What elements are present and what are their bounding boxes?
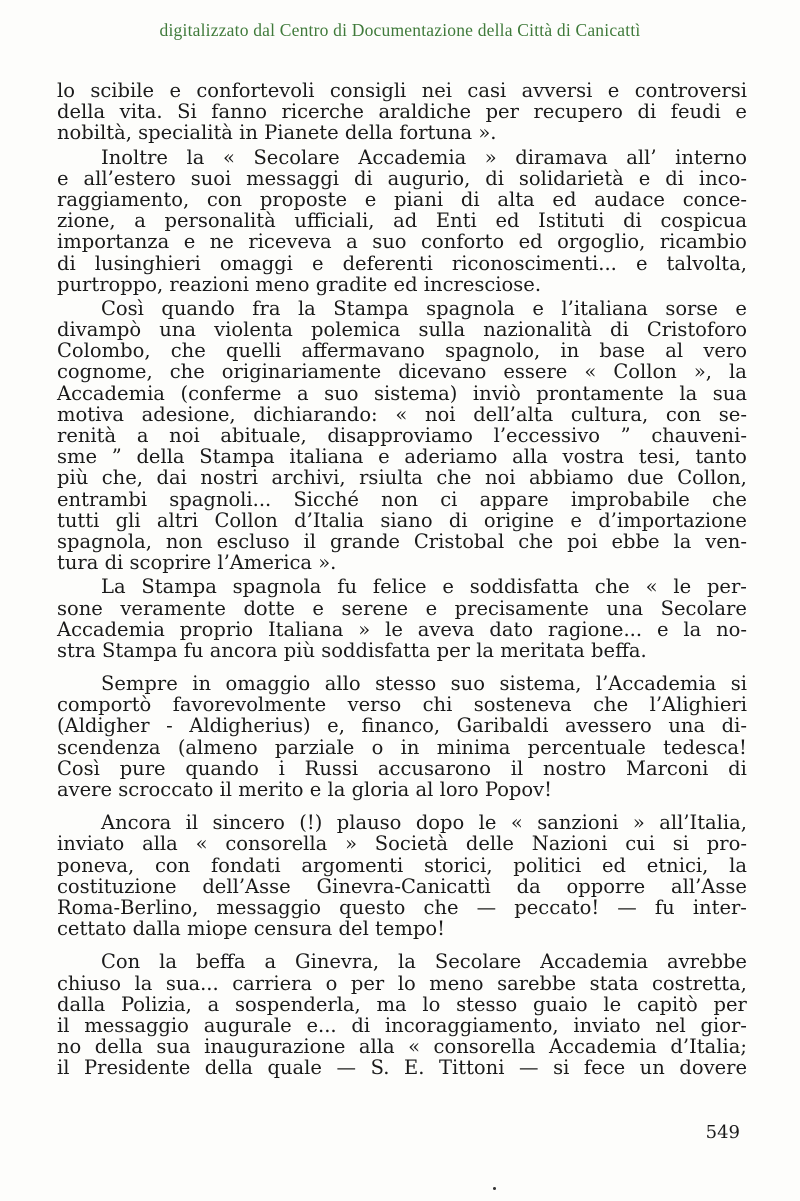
text-line: sme ” della Stampa italiana e aderiamo alla vostra tesi, tanto (57, 445, 747, 469)
text-line: della vita. Si fanno ricerche araldiche per recupero di feudi e (57, 100, 747, 124)
text-line: raggiamento, con proposte e piani di alta ed audace conce- (57, 187, 747, 211)
text-line: motiva adesione, dichiarando: « noi dell’alta cultura, con se- (57, 402, 747, 426)
text-line: tura di scoprire l’America ». (57, 551, 337, 575)
paragraph (57, 812, 747, 939)
text-line: il Presidente della quale — S. E. Tittoni — si fece un dovere (57, 1056, 747, 1080)
text-line: lo scibile e confortevoli consigli nei casi avversi e controversi (57, 79, 747, 102)
text-line: Ancora il sincero (!) plauso dopo le « sanzioni » all’Italia, (101, 811, 747, 835)
text-line: Colombo, che quelli affermavano spagnolo, in base al vero (57, 339, 747, 363)
paragraph (57, 673, 747, 800)
text-line: (Aldigher - Aldigherius) e, financo, Garibaldi avessero una di- (57, 714, 747, 738)
text-line: dalla Polizia, a sospenderla, ma lo stesso guaio le capitò per (57, 992, 747, 1016)
paragraph (57, 80, 747, 144)
text-line: Accademia proprio Italiana » le aveva dato ragione... e la no- (57, 617, 747, 641)
text-line: Roma-Berlino, messaggio questo che — peccato! — fu inter- (57, 895, 747, 919)
text-line: entrambi spagnoli... Sicché non ci appare improbabile che (57, 487, 747, 511)
text-line: scendenza (almeno parziale o in minima percentuale tedesca! (57, 735, 747, 759)
text-line: chiuso la sua... carriera o per lo meno sarebbe stata costretta, (57, 971, 747, 995)
text-line: Accademia (conferme a suo sistema) inviò prontamente la sua (57, 381, 747, 405)
paragraph (57, 576, 747, 661)
page-body (57, 80, 747, 1081)
text-line: La Stampa spagnola fu felice e soddisfatta che « le per- (101, 575, 747, 599)
text-line: più che, dai nostri archivi, rsiulta che noi abbiamo due Collon, (57, 466, 747, 490)
text-line: poneva, con fondati argomenti storici, politici ed etnici, la (57, 853, 747, 877)
text-line: Con la beffa a Ginevra, la Secolare Accademia avrebbe (101, 950, 747, 974)
text-line: cognome, che originariamente dicevano essere « Collon », la (57, 360, 747, 384)
text-line: e all’estero suoi messaggi di augurio, di solidarietà e di inco- (57, 166, 747, 190)
paragraph (57, 147, 747, 295)
text-line: importanza e ne riceveva a suo conforto ed orgoglio, ricambio (57, 230, 747, 254)
text-line: il messaggio augurale e... di incoraggiamento, inviato nel gior- (57, 1013, 747, 1037)
digitization-header: digitalizzato dal Centro di Documentazione della Città di Canicattì (159, 20, 641, 40)
text-line: zione, a personalità ufficiali, ad Enti ed Istituti di cospicua (57, 209, 747, 233)
text-line: tutti gli altri Collon d’Italia siano di origine e d’importazione (57, 508, 747, 532)
text-line: avere scroccato il merito e la gloria al loro Popov! (57, 778, 553, 801)
text-line: no della sua inaugurazione alla « consorella Accademia d’Italia; (57, 1035, 747, 1059)
text-line: spagnola, non escluso il grande Cristobal che poi ebbe la ven- (57, 529, 747, 553)
text-line: sone veramente dotte e serene e precisamente una Secolare (57, 596, 747, 620)
text-line: stra Stampa fu ancora più soddisfatta per la meritata beffa. (57, 638, 647, 662)
text-line: Così pure quando i Russi accusarono il nostro Marconi di (57, 756, 747, 780)
text-line: renità a noi abituale, disapproviamo l’eccessivo ” chauveni- (57, 424, 747, 447)
page-number: 549 (705, 1122, 740, 1143)
stray-mark (493, 1187, 496, 1190)
text-line: comportò favorevolmente verso chi sosteneva che l’Alighieri (57, 693, 747, 717)
text-line: di lusinghieri omaggi e deferenti riconoscimenti... e talvolta, (57, 251, 747, 275)
text-line: Così quando fra la Stampa spagnola e l’italiana sorse e (101, 296, 747, 320)
text-line: Sempre in omaggio allo stesso suo sistema, l’Accademia si (101, 672, 747, 696)
paragraph (57, 298, 747, 573)
text-line: Inoltre la « Secolare Accademia » diramava all’ interno (101, 145, 747, 169)
paragraph (57, 951, 747, 1078)
text-line: cettato dalla miope censura del tempo! (57, 917, 445, 941)
text-line: inviato alla « consorella » Società delle Nazioni cui si pro- (57, 832, 747, 856)
text-line: costituzione dell’Asse Ginevra-Canicattì da opporre all’Asse (57, 874, 747, 898)
text-line: divampò una violenta polemica sulla nazionalità di Cristoforo (57, 318, 747, 342)
text-line: purtroppo, reazioni meno gradite ed incresciose. (57, 272, 542, 296)
text-line: nobiltà, specialità in Pianete della fortuna ». (57, 121, 497, 145)
